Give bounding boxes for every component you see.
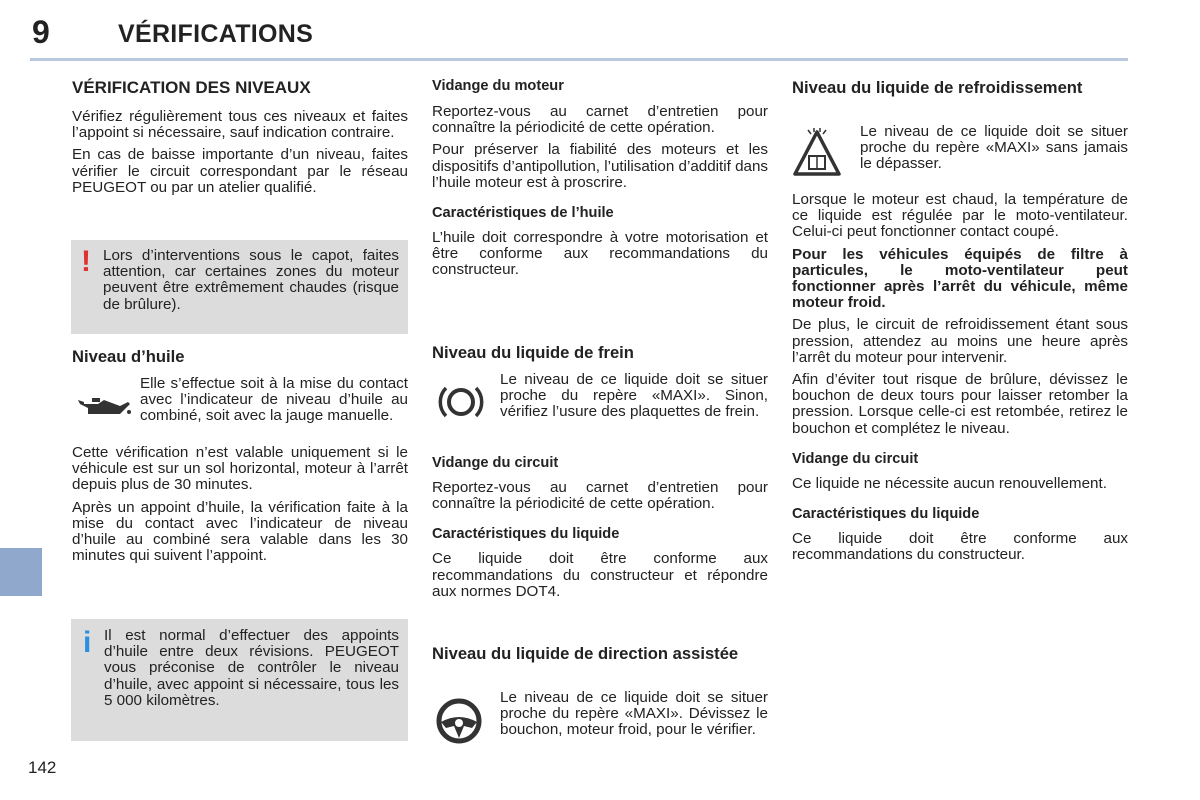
intro-paragraph-1: Vérifiez régulièrement tous ces niveaux et faites l’appoint si nécessaire, sauf indication contraire.: [72, 108, 408, 142]
steering-wheel-icon: [434, 696, 484, 746]
oil-level-heading: Niveau d’huile: [72, 347, 185, 366]
oil-spec-text: L’huile doit correspondre à votre motorisation et être conforme aux recommandations du constructeur.: [432, 229, 768, 279]
info-text: Il est normal d’effectuer des appoints d’huile entre deux révisions. PEUGEOT vous préconise de contrôler le niveau d’huile, avec appoint si nécessaire, tous les 5 000 kilomètres.: [104, 627, 399, 709]
page-number: 142: [28, 758, 57, 777]
coolant-heading: Niveau du liquide de refroidissement: [792, 78, 1083, 97]
oil-section: [72, 347, 408, 366]
section-title: VÉRIFICATION DES NIVEAUX: [72, 78, 311, 97]
steering-icon-text: Le niveau de ce liquide doit se situer proche du repère «MAXI». Dévissez le bouchon, moteur froid, pour le vérifier.: [500, 689, 768, 739]
coolant-drain-text: Ce liquide ne nécessite aucun renouvellement.: [792, 474, 1107, 492]
oil-can-icon: [74, 392, 132, 422]
coolant-paragraph-3: Afin d’éviter tout risque de brûlure, dévissez le bouchon de deux tours pour laisser retomber la pression. Lorsque celle-ci est retombée, retirez le bouchon et complétez le niveau.: [792, 371, 1128, 437]
engine-drain-paragraph-2: Pour préserver la fiabilité des moteurs et les dispositifs d’antipollution, l’utilisation d’additif dans l’huile moteur est à proscrire.: [432, 141, 769, 191]
oil-icon-text: Elle s’effectue soit à la mise du contact avec l’indicateur de niveau d’huile au combiné, soit avec la jauge manuelle.: [140, 375, 408, 425]
chapter-number: 9: [32, 14, 50, 50]
info-icon: i: [83, 626, 92, 659]
oil-spec-heading: Caractéristiques de l’huile: [432, 205, 614, 222]
chapter-title: VÉRIFICATIONS: [118, 20, 314, 48]
warning-box: [71, 240, 408, 334]
coolant-paragraph-2: De plus, le circuit de refroidissement étant sous pression, attendez au moins une heure après l’arrêt du moteur pour intervenir.: [792, 316, 1128, 366]
brake-spec-text: Ce liquide doit être conforme aux recommandations du constructeur et répondre aux normes DOT4.: [432, 550, 768, 600]
coolant-details: [792, 192, 1128, 569]
column-1: [72, 78, 408, 202]
warning-exclamation-icon: !: [81, 245, 91, 278]
brake-spec-heading: Caractéristiques du liquide: [432, 526, 620, 543]
oil-paragraph-2: Après un appoint d’huile, la vérification faite à la mise du contact avec l’indicateur de niveau d’huile au combiné sera valable dans les 30 minutes qui suivent l’appoint.: [72, 498, 408, 565]
column-2: [432, 78, 768, 285]
brake-details: [432, 455, 768, 606]
engine-drain-paragraph-1: Reportez-vous au carnet d’entretien pour connaître la périodicité de cette opération.: [432, 103, 768, 137]
brake-section: [432, 343, 768, 362]
steering-heading: Niveau du liquide de direction assistée: [432, 644, 739, 663]
oil-details: [72, 445, 408, 570]
coolant-icon-text: Le niveau de ce liquide doit se situer proche du repère «MAXI» sans jamais le dépasser.: [860, 123, 1128, 173]
brake-icon-text: Le niveau de ce liquide doit se situer proche du repère «MAXI». Sinon, vérifiez l’usure des plaquettes de frein.: [500, 371, 768, 421]
oil-paragraph-1: Cette vérification n’est valable uniquement si le véhicule est sur un sol horizontal, moteur à l’arrêt depuis plus de 30 minutes.: [72, 444, 408, 494]
info-box: [71, 619, 408, 741]
coolant-paragraph-1: Lorsque le moteur est chaud, la température de ce liquide est régulée par le moto-ventilateur. Celui-ci peut fonctionner contact coupé.: [792, 191, 1128, 241]
brake-warning-icon: [438, 382, 484, 422]
coolant-spec-text: Ce liquide doit être conforme aux recommandations du constructeur.: [792, 530, 1128, 564]
coolant-spec-heading: Caractéristiques du liquide: [792, 506, 980, 523]
brake-drain-heading: Vidange du circuit: [432, 455, 559, 471]
chapter-side-tab: [0, 548, 42, 596]
warning-text: Lors d’interventions sous le capot, faites attention, car certaines zones du moteur peuvent être extrêmement chaudes (risque de brûlure).: [103, 247, 399, 313]
header-rule: [30, 58, 1128, 61]
brake-drain-text: Reportez-vous au carnet d’entretien pour connaître la périodicité de cette opération.: [432, 479, 768, 513]
intro-paragraph-2: En cas de baisse importante d’un niveau, faites vérifier le circuit correspondant par le réseau PEUGEOT ou par un atelier qualifié.: [72, 146, 408, 196]
coolant-warning-icon: [792, 126, 842, 180]
coolant-section: [792, 78, 1128, 97]
engine-drain-heading: Vidange du moteur: [432, 78, 564, 94]
coolant-drain-heading: Vidange du circuit: [792, 450, 919, 467]
brake-heading: Niveau du liquide de frein: [432, 343, 634, 362]
steering-section: [432, 644, 768, 663]
coolant-bold-paragraph: Pour les véhicules équipés de filtre à particules, le moto-ventilateur peut fonctionner après l’arrêt du véhicule, même moteur froid.: [792, 245, 1128, 312]
